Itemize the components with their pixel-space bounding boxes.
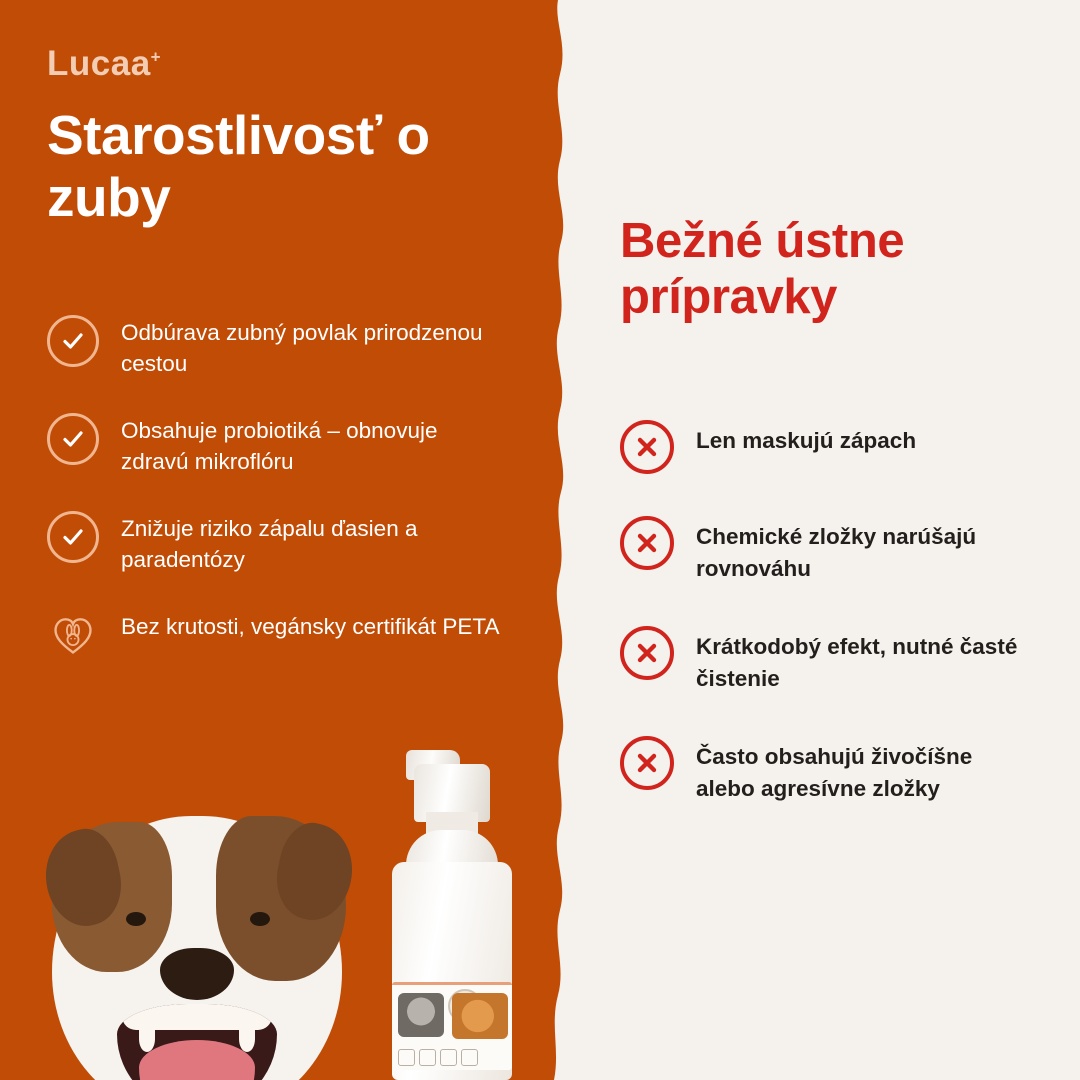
check-circle-icon <box>47 413 99 465</box>
drawback-text: Často obsahujú živočíšne alebo agresívne zložky <box>696 744 973 801</box>
benefit-item <box>47 609 547 661</box>
label-cat-photo <box>452 993 508 1039</box>
cross-circle-icon <box>620 736 674 790</box>
drawback-item <box>620 516 1070 584</box>
cross-circle-icon <box>620 626 674 680</box>
left-headline: Starostlivosť o zuby <box>47 104 430 228</box>
benefit-item <box>47 511 547 575</box>
bulldog-photo <box>30 770 360 1080</box>
torn-edge-decoration <box>544 0 568 1080</box>
benefit-text: Obsahuje probiotiká – obnovuje zdravú mikroflóru <box>121 418 438 475</box>
drawbacks-list <box>620 420 1070 846</box>
benefit-item <box>47 413 547 477</box>
label-icon-4 <box>461 1049 478 1066</box>
dog-mouth <box>117 1004 277 1080</box>
dog-nose <box>160 948 234 1000</box>
check-circle-icon <box>47 511 99 563</box>
label-icon-2 <box>419 1049 436 1066</box>
brand-logo-superscript: + <box>150 47 162 67</box>
drawback-text: Krátkodobý efekt, nutné časté čistenie <box>696 634 1018 691</box>
benefit-text: Znižuje riziko zápalu ďasien a paradentózy <box>121 516 418 573</box>
cross-circle-icon <box>620 420 674 474</box>
label-icon-1 <box>398 1049 415 1066</box>
cross-circle-icon <box>620 516 674 570</box>
drawback-text: Len maskujú zápach <box>696 428 917 453</box>
brand-logo <box>47 44 161 84</box>
drawback-item <box>620 736 1070 804</box>
check-circle-icon <box>47 315 99 367</box>
benefit-text: Bez krutosti, vegánsky certifikát PETA <box>121 614 500 640</box>
dog-eye-right <box>250 912 270 926</box>
benefit-text: Odbúrava zubný povlak prirodzenou cestou <box>121 320 483 377</box>
label-dog-photo <box>398 993 444 1037</box>
dog-head <box>52 816 342 1080</box>
drawback-text: Chemické zložky narúšajú rovnováhu <box>696 524 977 581</box>
benefits-list <box>47 315 547 695</box>
drawback-item <box>620 626 1070 694</box>
right-panel <box>568 0 1080 1080</box>
spray-bottle <box>378 740 526 1080</box>
benefit-item <box>47 315 547 379</box>
drawback-item <box>620 420 1070 474</box>
label-icon-row <box>398 1049 478 1066</box>
dog-fang-right <box>239 1026 255 1052</box>
right-headline: Bežné ústne prípravky <box>620 214 905 324</box>
dog-tongue <box>139 1040 255 1080</box>
dog-fang-left <box>139 1026 155 1052</box>
brand-logo-text: Lucaa <box>47 44 151 83</box>
label-icon-3 <box>440 1049 457 1066</box>
peta-rabbit-icon <box>47 609 99 661</box>
dog-eye-left <box>126 912 146 926</box>
bottle-label <box>392 982 512 1070</box>
